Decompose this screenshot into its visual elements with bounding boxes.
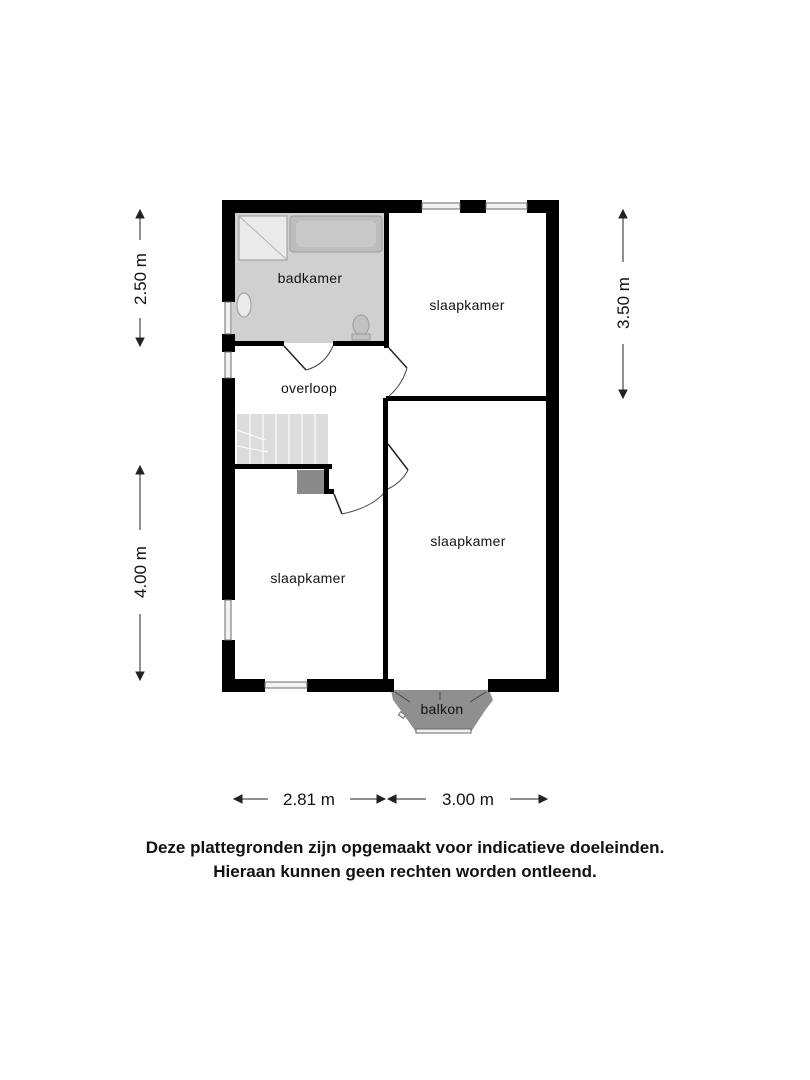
window-left-bath (225, 302, 231, 334)
toilet (353, 315, 369, 335)
disclaimer-line-2: Hieraan kunnen geen rechten worden ontleend. (213, 862, 597, 881)
room-label-bedroom-bottom-left: slaapkamer (270, 570, 346, 586)
wall-top-mid (460, 200, 486, 213)
room-label-bathroom: badkamer (277, 270, 343, 286)
wall-bedroom-divider (386, 396, 559, 401)
window-bottom-left (265, 682, 307, 688)
door-bedroom-bl-swing (342, 494, 383, 514)
window-top-2 (486, 203, 527, 209)
window-balcony-bottom (416, 729, 471, 733)
wall-left-lower (222, 378, 235, 600)
wall-bath-bottom (222, 341, 284, 346)
wall-center-vertical-top (384, 200, 389, 348)
stair-steps (237, 414, 328, 464)
toilet-tank (352, 334, 370, 340)
door-bedroom-br-swing (388, 470, 408, 489)
window-left-landing (225, 352, 231, 378)
wall-bottom-right (488, 679, 559, 692)
door-bedroom-tr-swing (389, 368, 407, 396)
wall-stair-bottom (222, 464, 332, 469)
door-bedroom-bl-leaf (334, 494, 342, 514)
dim-label-bottom-left: 2.81 m (283, 790, 335, 809)
wall-right (546, 200, 559, 692)
room-label-landing: overloop (280, 380, 338, 396)
wall-bottom-mid (307, 679, 394, 692)
dim-label-right-top: 3.50 m (614, 277, 633, 329)
wall-landing-bottom (324, 489, 334, 494)
wall-center-vertical-bottom (383, 398, 388, 692)
wall-bath-bottom-right (333, 341, 389, 346)
room-label-balcony: balkon (420, 701, 464, 717)
door-bedroom-tr-leaf (389, 348, 407, 368)
disclaimer-line-1: Deze plattegronden zijn opgemaakt voor indicatieve doeleinden. (145, 838, 665, 857)
room-fills (232, 210, 493, 732)
wall-bottom-left (222, 679, 265, 692)
staircase (237, 414, 328, 494)
window-left-bedroom (225, 600, 231, 640)
dim-label-left-top: 2.50 m (131, 253, 150, 305)
wall-top-left (222, 200, 422, 213)
wall-left-upper (222, 200, 235, 302)
sink (237, 293, 251, 317)
door-bedroom-br-leaf (388, 444, 408, 470)
stair-landing-block (297, 470, 324, 494)
bathtub-inner (296, 221, 376, 247)
room-label-bedroom-top-right: slaapkamer (429, 297, 505, 313)
window-top-1 (422, 203, 460, 209)
door-bathroom-swing (306, 346, 333, 370)
room-label-bedroom-bottom-right: slaapkamer (430, 533, 506, 549)
door-bathroom-leaf (284, 346, 306, 370)
dim-label-left-bottom: 4.00 m (131, 546, 150, 598)
dim-label-bottom-right: 3.00 m (442, 790, 494, 809)
